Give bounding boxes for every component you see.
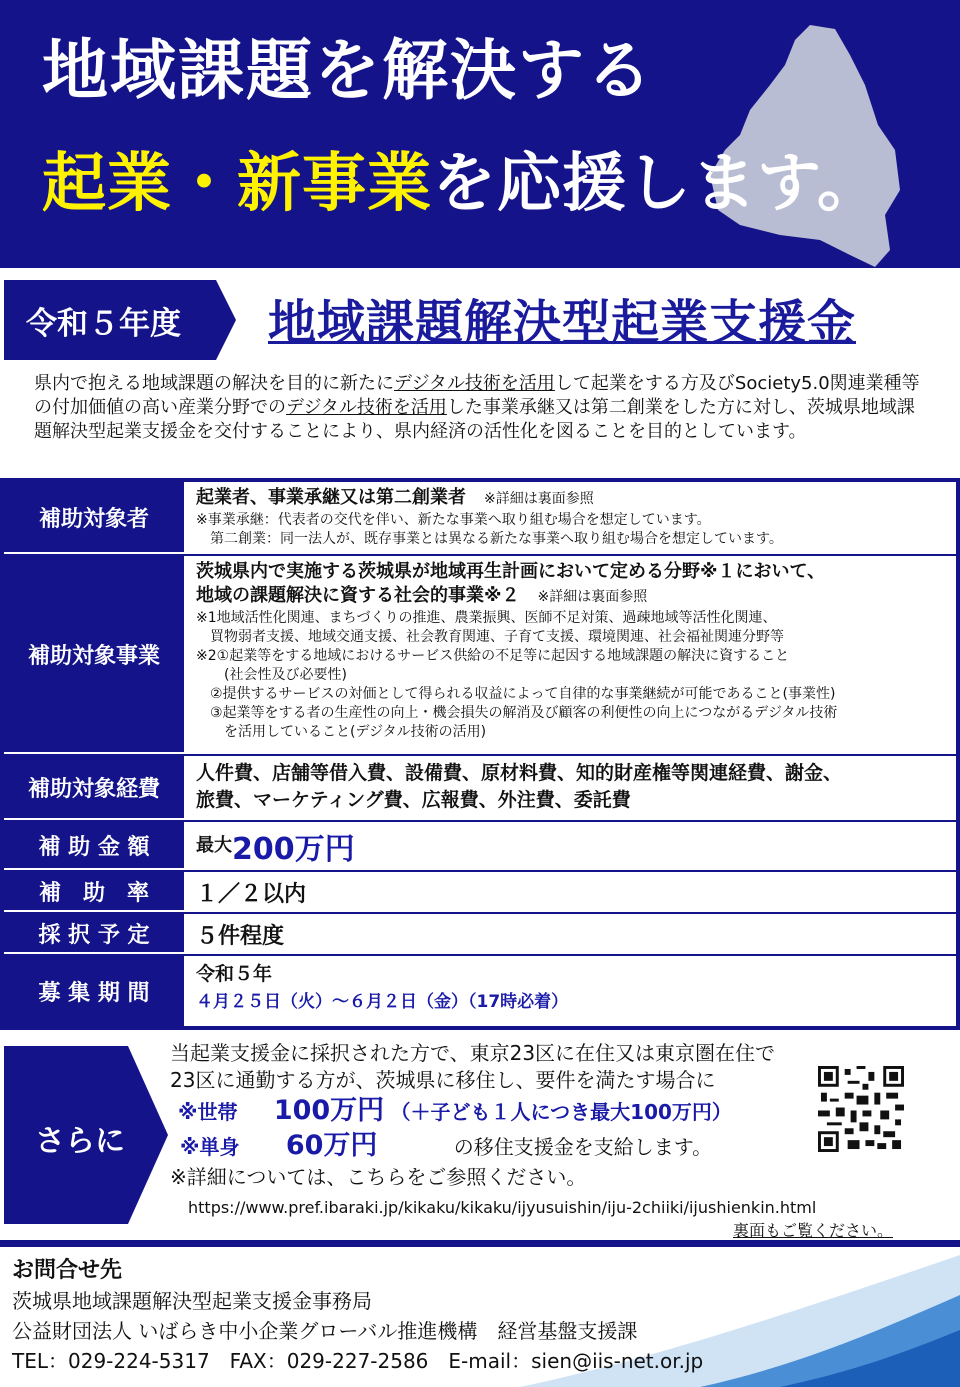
expenses-line-2: 旅費、マーケティング費、広報費、外注費、委託費 bbox=[196, 789, 631, 811]
table-row-expenses bbox=[4, 756, 956, 822]
year-label: 令和５年度 bbox=[26, 306, 181, 342]
ibaraki-map-icon bbox=[700, 15, 920, 268]
single-label: ※単身 bbox=[180, 1135, 240, 1159]
target-main: 起業者、事業承継又は第二創業者 bbox=[196, 487, 466, 508]
row-cell bbox=[190, 822, 956, 870]
household-label: ※世帯 bbox=[178, 1100, 238, 1124]
amount-prefix: 最大 bbox=[196, 835, 232, 856]
business-main-1: 茨城県内で実施する茨城県が地域再生計画において定める分野※１において、 bbox=[196, 561, 826, 582]
row-header: 補助対象者 bbox=[4, 482, 184, 554]
amount-value: 200万円 bbox=[232, 832, 355, 867]
rate-value: １／２以内 bbox=[196, 881, 307, 907]
row-cell bbox=[190, 914, 956, 954]
headline-tail: を応援します。 bbox=[432, 147, 882, 221]
business-line: ②提供するサービスの対価として得られる収益によって自律的な事業継続が可能であること(事業性) bbox=[196, 686, 836, 702]
intro-paragraph bbox=[34, 372, 924, 444]
intro-text-3: した事業承継又は第二創業をした方に対し、茨城県地域課題解決型起業支援金を交付することにより、県内経済の活性化を図ることを目的としています。 bbox=[34, 397, 915, 442]
household-extra: （＋子ども１人につき最大100万円） bbox=[390, 1100, 732, 1124]
intro-underline-2: デジタル技術を活用 bbox=[286, 397, 447, 418]
detail-note: ※詳細については、こちらをご参照ください。 bbox=[170, 1165, 587, 1189]
single-tail: の移住支援金を支給します。 bbox=[453, 1135, 713, 1159]
headline-line2 bbox=[42, 147, 882, 221]
business-line: (社会性及び必要性) bbox=[196, 667, 347, 683]
headline-line1: 地域課題を解決する bbox=[42, 32, 654, 109]
relocation-line-2: 23区に通勤する方が、茨城県に移住し、要件を満たす場合に bbox=[170, 1068, 716, 1092]
program-title: 地域課題解決型起業支援金 bbox=[268, 295, 857, 351]
period-dates: ４月２５日（火）～６月２日（金）（17時必着） bbox=[196, 992, 569, 1012]
row-cell bbox=[190, 556, 956, 754]
row-header: 補 助 率 bbox=[4, 872, 184, 912]
header-banner bbox=[0, 0, 960, 268]
row-cell bbox=[190, 956, 956, 1026]
relocation-line-1: 当起業支援金に採択された方で、東京23区に在住又は東京圏在住で bbox=[170, 1041, 776, 1065]
household-amount: 100万円 bbox=[273, 1095, 385, 1126]
contact-org-1: 茨城県地域課題解決型起業支援金事務局 bbox=[12, 1289, 372, 1313]
contact-details[interactable]: TEL：029-224-5317 FAX：029-227-2586 E-mail：sien@iis-net.or.jp bbox=[12, 1349, 704, 1373]
planned-value: ５件程度 bbox=[196, 923, 285, 949]
sarani-label: さらに bbox=[35, 1124, 125, 1159]
period-year: 令和５年 bbox=[196, 963, 273, 985]
business-note: ※詳細は裏面参照 bbox=[537, 589, 648, 605]
info-url-link[interactable]: https://www.pref.ibaraki.jp/kikaku/kikaku/ijyusuishin/iju-2chiiki/ijushienkin.html bbox=[188, 1198, 817, 1217]
table-row-business bbox=[4, 556, 956, 756]
contact-org-2: 公益財団法人 いばらき中小企業グローバル推進機構 経営基盤支援課 bbox=[12, 1319, 638, 1343]
back-side-note: 裏面もご覧ください。 bbox=[733, 1221, 894, 1240]
row-header: 募 集 期 間 bbox=[4, 956, 184, 1026]
qr-code-icon[interactable] bbox=[818, 1066, 904, 1152]
subsidy-table bbox=[0, 478, 960, 1030]
table-row-period bbox=[4, 956, 956, 1026]
business-line: ※1地域活性化関連、まちづくりの推進、農業振興、医師不足対策、過疎地域等活性化関連、 bbox=[196, 610, 777, 626]
business-line: を活用していること(デジタル技術の活用) bbox=[196, 724, 487, 740]
business-line: ③起業等をする者の生産性の向上・機会損失の解消及び顧客の利便性の向上につながるデジタル技術 bbox=[196, 705, 838, 721]
table-row-planned bbox=[4, 914, 956, 956]
section-divider bbox=[0, 1240, 960, 1247]
contact-block bbox=[12, 1256, 703, 1376]
single-amount: 60万円 bbox=[285, 1130, 378, 1161]
intro-text-2: して起業をする方及びSociety5.0関連業種等の付加価値の高い産業分野での bbox=[34, 373, 920, 418]
row-header: 採 択 予 定 bbox=[4, 914, 184, 954]
intro-underline-1: デジタル技術を活用 bbox=[394, 373, 555, 394]
target-line: 第二創業：同一法人が、既存事業とは異なる新たな事業へ取り組む場合を想定しています。 bbox=[196, 531, 783, 547]
row-header: 補助対象経費 bbox=[4, 756, 184, 820]
contact-title: お問合せ先 bbox=[12, 1258, 123, 1283]
business-line: ※2①起業等をする地域におけるサービス供給の不足等に起因する地域課題の解決に資すること bbox=[196, 648, 790, 664]
intro-text-1: 県内で抱える地域課題の解決を目的に新たに bbox=[34, 373, 394, 394]
table-row-target bbox=[4, 482, 956, 556]
row-cell bbox=[190, 482, 956, 554]
row-header: 補助対象事業 bbox=[4, 556, 184, 754]
row-cell bbox=[190, 756, 956, 820]
business-main-2: 地域の課題解決に資する社会的事業※２ bbox=[196, 585, 520, 606]
target-line: ※事業承継：代表者の交代を伴い、新たな事業へ取り組む場合を想定しています。 bbox=[196, 512, 711, 528]
table-row-rate bbox=[4, 872, 956, 914]
expenses-line-1: 人件費、店舗等借入費、設備費、原材料費、知的財産権等関連経費、謝金、 bbox=[196, 762, 843, 784]
row-header: 補 助 金 額 bbox=[4, 822, 184, 870]
headline-highlight: 起業・新事業 bbox=[42, 147, 432, 221]
row-cell bbox=[190, 872, 956, 912]
business-line: 買物弱者支援、地域交通支援、社会教育関連、子育て支援、環境関連、社会福祉関連分野等 bbox=[196, 629, 784, 645]
target-note: ※詳細は裏面参照 bbox=[484, 491, 594, 507]
table-row-amount bbox=[4, 822, 956, 872]
